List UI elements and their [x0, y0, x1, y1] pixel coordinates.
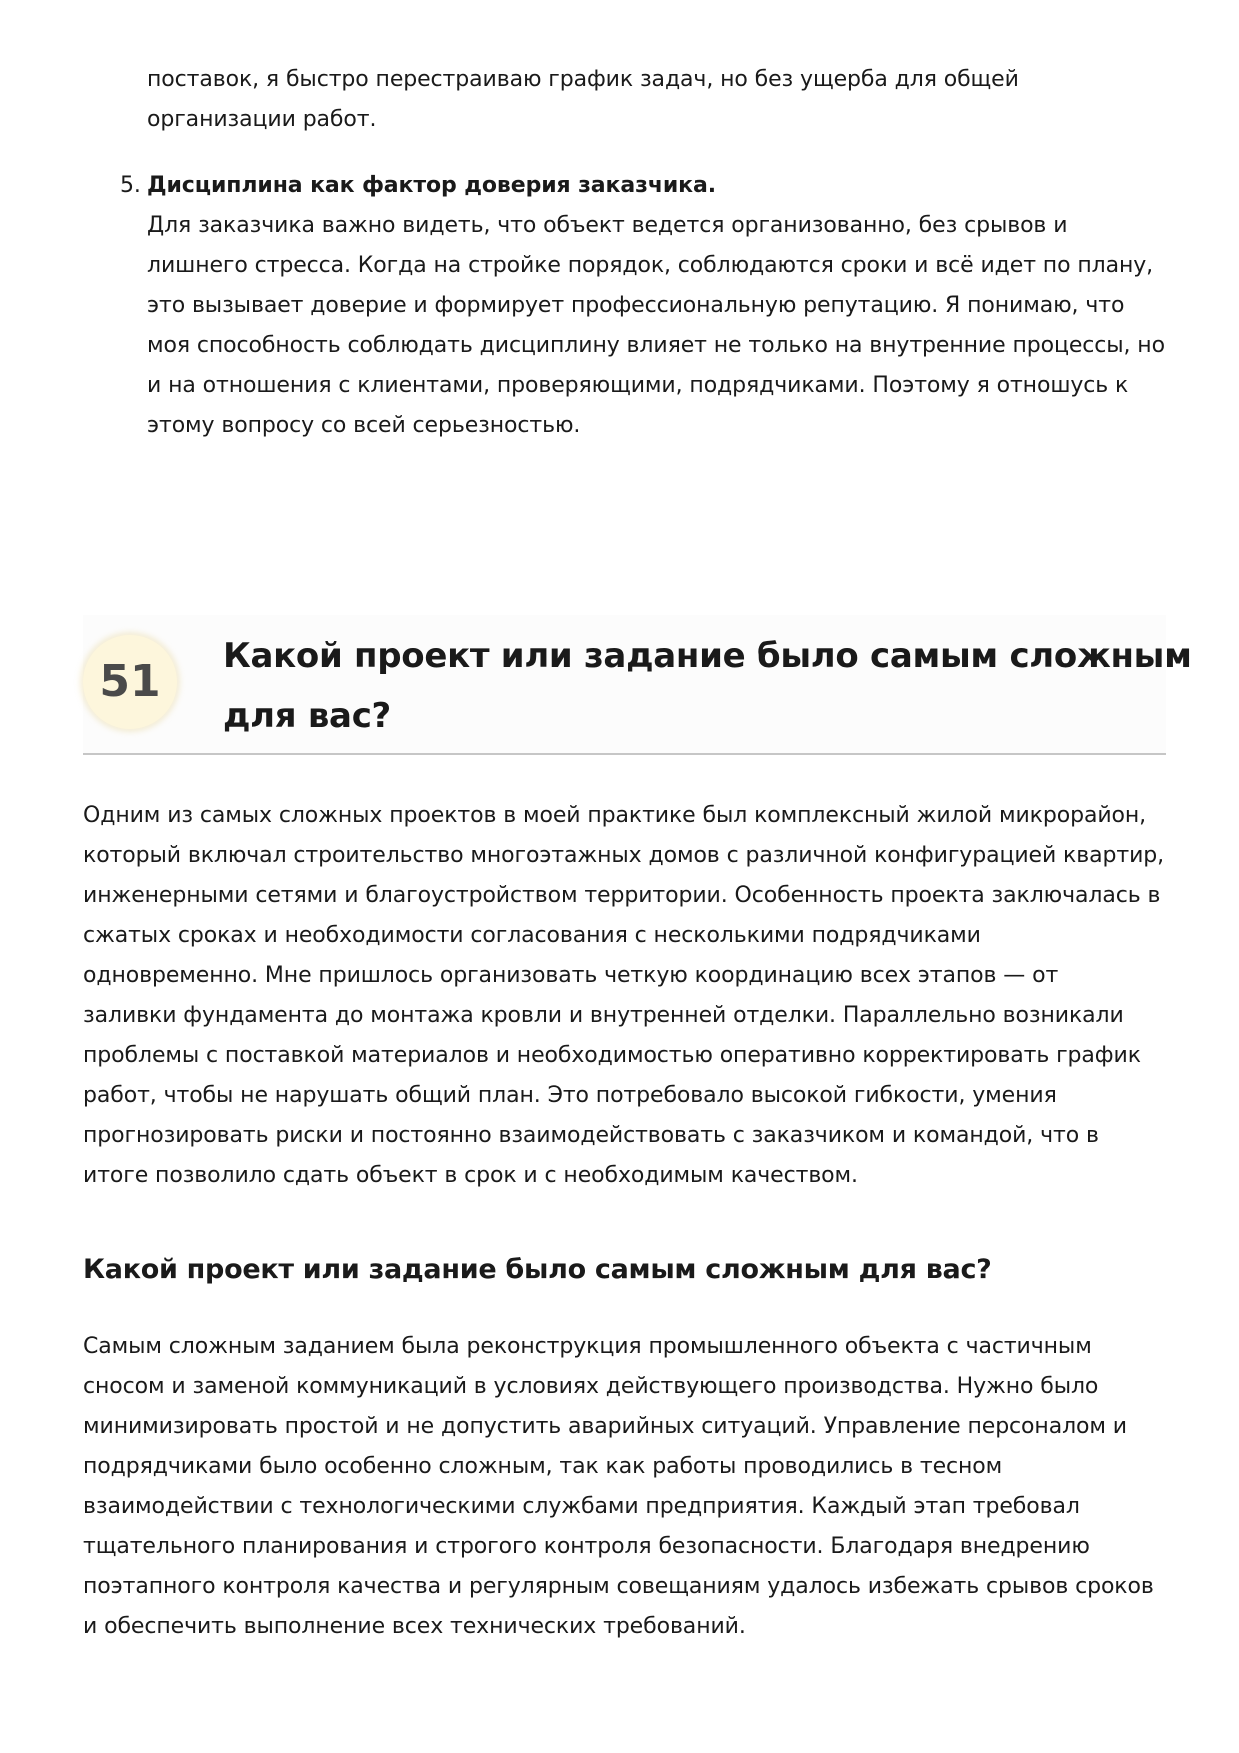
text-line: Для заказчика важно видеть, что объект ведется организованно, без срывов и: [147, 213, 1068, 238]
text-line: итоге позволило сдать объект в срок и с необходимым качеством.: [83, 1163, 858, 1188]
text-line: подрядчиками было особенно сложным, так как работы проводились в тесном: [83, 1454, 1003, 1479]
text-line: работ, чтобы не нарушать общий план. Это потребовало высокой гибкости, умения: [83, 1083, 1057, 1108]
text-line: Самым сложным заданием была реконструкция промышленного объекта с частичным: [83, 1334, 1092, 1359]
text-line: заливки фундамента до монтажа кровли и внутренней отделки. Параллельно возникали: [83, 1003, 1124, 1028]
question-header: [83, 615, 1192, 755]
text-line: Одним из самых сложных проектов в моей практике был комплексный жилой микрорайон,: [83, 803, 1147, 828]
text-line: поэтапного контроля качества и регулярным совещаниям удалось избежать срывов сроков: [83, 1574, 1154, 1599]
question-title: [223, 626, 1192, 746]
text-line: лишнего стресса. Когда на стройке порядок, соблюдаются сроки и всё идет по плану,: [147, 253, 1154, 278]
answer-paragraph-2: [83, 1327, 1173, 1647]
text-line: сжатых сроках и необходимости согласования с несколькими подрядчиками: [83, 923, 981, 948]
text-line: моя способность соблюдать дисциплину влияет не только на внутренние процессы, но: [147, 333, 1165, 358]
text-line: тщательного планирования и строгого контроля безопасности. Благодаря внедрению: [83, 1534, 1090, 1559]
text-line: организации работ.: [147, 107, 377, 132]
question-title-line: для вас?: [223, 696, 391, 736]
section-subheading: Какой проект или задание было самым сложным для вас?: [83, 1254, 992, 1285]
list-item-title: Дисциплина как фактор доверия заказчика.: [147, 173, 716, 198]
text-line: который включал строительство многоэтажных домов с различной конфигурацией квартир,: [83, 843, 1165, 868]
question-number-badge: 51: [83, 635, 177, 729]
answer-paragraph-1: [83, 796, 1173, 1196]
question-title-line: Какой проект или задание было самым сложным: [223, 636, 1192, 676]
text-line: инженерными сетями и благоустройством территории. Особенность проекта заключалась в: [83, 883, 1161, 908]
text-line: и обеспечить выполнение всех технических требований.: [83, 1614, 746, 1639]
text-line: этому вопросу со всей серьезностью.: [147, 413, 581, 438]
text-line: проблемы с поставкой материалов и необходимостью оперативно корректировать график: [83, 1043, 1141, 1068]
list-item-number: 5.: [120, 173, 141, 198]
text-line: и на отношения с клиентами, проверяющими, подрядчиками. Поэтому я отношусь к: [147, 373, 1129, 398]
text-line: прогнозировать риски и постоянно взаимодействовать с заказчиком и командой, что в: [83, 1123, 1099, 1148]
text-line: сносом и заменой коммуникаций в условиях действующего производства. Нужно было: [83, 1374, 1099, 1399]
text-line: поставок, я быстро перестраиваю график задач, но без ущерба для общей: [147, 67, 1019, 92]
text-line: это вызывает доверие и формирует профессиональную репутацию. Я понимаю, что: [147, 293, 1125, 318]
list-item-body: [147, 206, 1169, 446]
text-line: взаимодействии с технологическими службами предприятия. Каждый этап требовал: [83, 1494, 1080, 1519]
intro-continuation-paragraph: [147, 60, 1167, 140]
text-line: одновременно. Мне пришлось организовать четкую координацию всех этапов — от: [83, 963, 1059, 988]
text-line: минимизировать простой и не допустить аварийных ситуаций. Управление персоналом и: [83, 1414, 1127, 1439]
